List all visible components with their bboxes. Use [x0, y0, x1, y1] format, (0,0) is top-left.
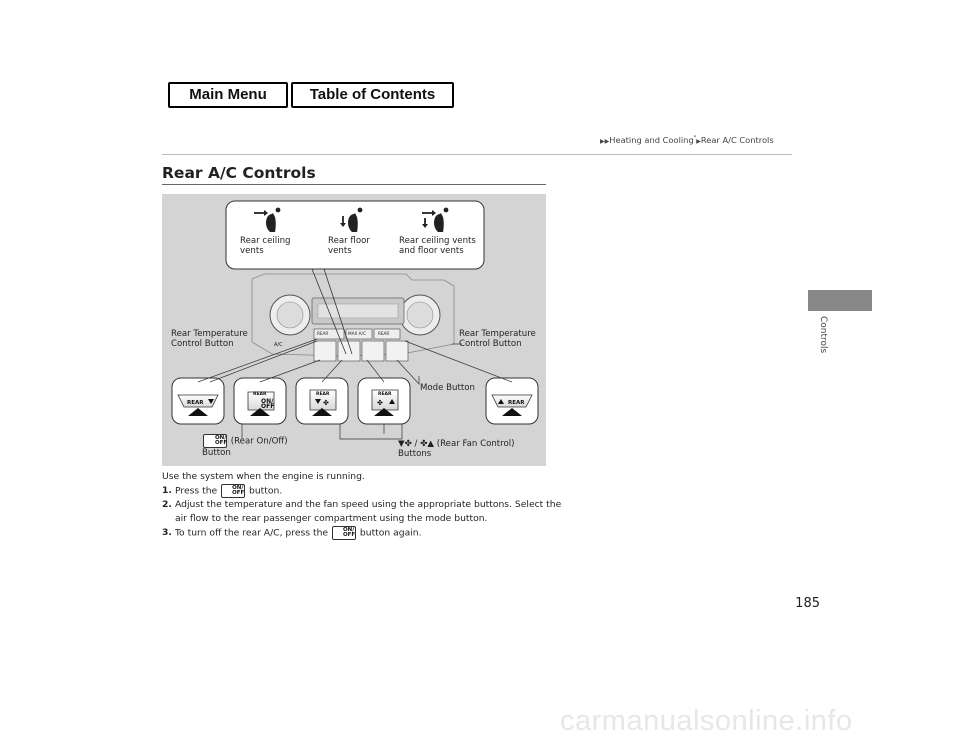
- svg-text:✤: ✤: [377, 399, 383, 407]
- breadcrumb-arrow-icon: ▶▶: [600, 138, 610, 145]
- panel-rear-onoff-button: [314, 341, 336, 361]
- table-of-contents-button[interactable]: Table of Contents: [291, 82, 454, 108]
- large-onoff-button: [234, 378, 286, 424]
- watermark: carmanualsonline.info: [560, 705, 853, 737]
- step-2: [162, 498, 562, 526]
- step-number: 2.: [162, 499, 172, 511]
- step-number: 1.: [162, 484, 172, 496]
- step-1-after: button.: [249, 485, 283, 497]
- svg-text:✤: ✤: [323, 399, 329, 407]
- header-rule: [162, 154, 792, 155]
- svg-text:OFF: OFF: [261, 403, 275, 410]
- panel-rear-mode-button: [386, 341, 408, 361]
- label-ceiling-floor-vents: Rear ceiling vents and floor vents: [399, 236, 476, 256]
- panel-rear-label: REAR: [317, 331, 329, 336]
- label-floor-vents: Rear floor vents: [328, 236, 370, 256]
- large-temp-down-label: REAR: [187, 400, 204, 406]
- label-temp-right: Rear Temperature Control Button: [459, 329, 536, 349]
- label-onoff-button: ON/ OFF (Rear On/Off) Button: [202, 435, 288, 458]
- step-3-before: To turn off the rear A/C, press the: [175, 527, 329, 539]
- step-3: [162, 526, 562, 540]
- breadcrumb-asterisk: *: [693, 135, 697, 142]
- svg-text:ON/: ON/: [261, 398, 274, 405]
- step-1: [162, 484, 562, 498]
- rear-ac-diagram: [162, 194, 546, 466]
- label-ceiling-vents: Rear ceiling vents: [240, 236, 291, 256]
- label-mode-button: Mode Button: [420, 383, 475, 393]
- breadcrumb-current: Rear A/C Controls: [700, 135, 774, 145]
- side-tab: [808, 290, 872, 311]
- main-menu-button[interactable]: Main Menu: [168, 82, 288, 108]
- step-2-text: Adjust the temperature and the fan speed using the appropriate buttons. Select the air flow to the rear passenger compartment using the mode button.: [175, 499, 562, 524]
- label-fan-buttons: ▼✤ / ✤▲ (Rear Fan Control) Buttons: [398, 439, 515, 459]
- large-temp-up-label: REAR: [508, 400, 525, 406]
- breadcrumb-arrow-icon: ▶: [696, 138, 701, 145]
- large-fan-up-button: [358, 378, 410, 424]
- step-3-after: button again.: [359, 527, 422, 539]
- svg-text:REAR: REAR: [253, 392, 267, 397]
- side-tab-label: Controls: [818, 316, 828, 354]
- panel-rear-fan-up-button: [362, 341, 384, 361]
- fan-up-icon: ✤▲: [420, 439, 434, 449]
- title-rule: [162, 184, 546, 185]
- onoff-icon: ON/ OFF: [203, 434, 227, 448]
- svg-text:REAR: REAR: [316, 392, 330, 397]
- large-fan-down-button: [296, 378, 348, 424]
- page-number: 185: [795, 596, 820, 611]
- onoff-icon: ON/ OFF: [332, 526, 356, 540]
- intro-text: Use the system when the engine is running.: [162, 471, 365, 482]
- breadcrumb: [600, 135, 774, 145]
- instructions: [162, 470, 562, 540]
- ac-label: A/C: [274, 342, 283, 348]
- large-temp-up-button: [486, 378, 538, 424]
- fan-down-icon: ▼✤: [398, 439, 412, 449]
- panel-rear-label-right: REAR: [378, 331, 390, 336]
- section-title: Rear A/C Controls: [162, 164, 316, 182]
- large-temp-down-button: [172, 378, 224, 424]
- fan-separator: /: [414, 439, 418, 449]
- onoff-icon: ON/ OFF: [221, 484, 245, 498]
- step-1-before: Press the: [175, 485, 218, 497]
- breadcrumb-parent[interactable]: Heating and Cooling: [609, 135, 694, 145]
- panel-max-ac-label: MAX A/C: [348, 331, 366, 336]
- step-number: 3.: [162, 526, 172, 538]
- label-temp-left: Rear Temperature Control Button: [171, 329, 248, 349]
- svg-text:REAR: REAR: [378, 392, 392, 397]
